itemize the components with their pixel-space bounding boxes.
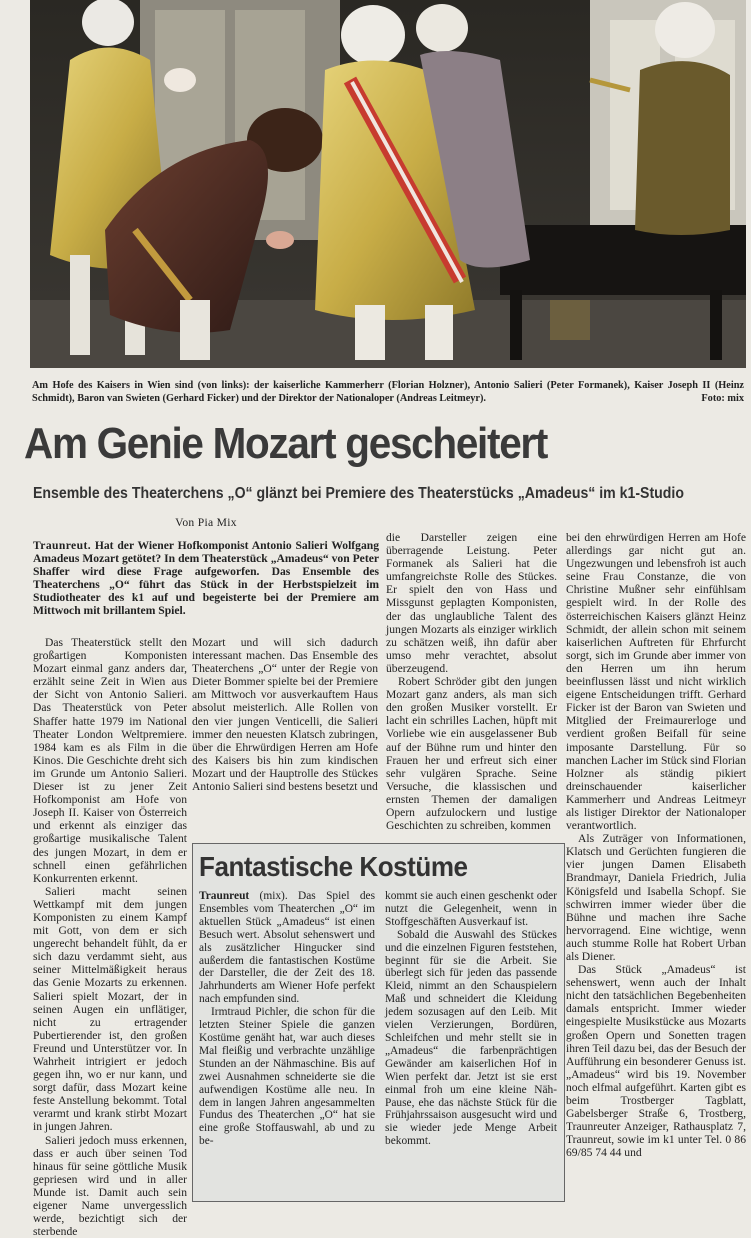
- photo-credit: Foto: mix: [701, 393, 744, 404]
- lead-paragraph: [33, 539, 379, 617]
- sidebar-box: [192, 843, 565, 1202]
- col4-paragraph: Als Zuträger von Informationen, Klatsch und Gerüchten fungieren die vier jungen Damen Elisabeth Brandmayr, Daniela Friedrich, Julia Königsfeld und Isabella Schopf. Sie schwirren immer wieder über die Bühne und machen ihre Sache hervorragend. Eine wichtige, wenn auch stumme Rolle hat Robert Urban als Diener.: [566, 832, 746, 963]
- article-column-2: [192, 636, 378, 793]
- sidebar-dateline: Traunreut: [199, 890, 250, 902]
- article-lead-block: [33, 516, 379, 617]
- sidebar-column-1: [199, 890, 375, 1148]
- lead-text: Hat der Wiener Hofkomponist Antonio Salieri Wolfgang Amadeus Mozart getötet? In dem Theaterstück „Amadeus“ von Peter Shaffer wird diese Frage aufgeworfen. Das Ensemble des Theaterchens „O“ führt das Stück in der Herbstspielzeit im Studiotheater des k1 auf und begeisterte bei der Premiere am Mittwoch mit brillantem Spiel.: [33, 539, 379, 618]
- photo-caption: [32, 379, 744, 405]
- col2-paragraph: Mozart und will sich dadurch interessant machen. Das Ensemble des Theaterchens „O“ unter der Regie von Dieter Bommer spielte bei der Premiere am Mittwoch vor ausverkauftem Haus absolut meisterlich. Alle Rollen von den vier jungen Venticelli, die Salieri immer den neuesten Klatsch zubringen, über die Ehrwürdigen Herren am Hofe des Kaisers bis hin zum kindischen Mozart und der Hauptrolle des Stückes Antonio Salieri sind bestens besetzt und: [192, 636, 378, 794]
- col4-paragraph: bei den ehrwürdigen Herren am Hofe allerdings gar nicht gut an. Ungezwungen und lebensfroh ist auch seine Frau Constanze, die von Christine Mußner sehr einfühlsam gespielt wird. In der Rolle des österreichischen Kaisers glänzt Heinz Schmidt, der allein schon mit seinem kaiserlichen Auftreten für Ehrfurcht sorgt, sich im Grunde aber immer von den Herren um ihn herum beeinflussen lässt und nicht wirklich eigene Entscheidungen trifft. Gerhard Ficker ist der Baron van Swieten und Mitglied der Freimaurerloge und verdient großen Beifall für seine imposante Darstellung. Für so manchen Lacher im Stück sind Florian Holzner als ständig pikiert dreinschauender kaiserlicher Kammerherr und Andreas Leitmeyr als listiger Direktor der Nationaloper verantwortlich.: [566, 531, 746, 833]
- col4-paragraph: Das Stück „Amadeus“ ist sehenswert, wenn auch der Inhalt nicht den tatsächlichen Begebenheiten damals entspricht. Immer wieder eingespielte Musikstücke aus Mozarts großen Opern und Sonetten tragen ihren Teil dazu bei, das der Besuch der Aufführung ein besonderer Genuss ist. „Amadeus“ wird bis 19. November noch elfmal aufgeführt. Karten gibt es beim Trostberger Tagblatt, Gabelsberger Straße 6, Trostberg, Traunreuter Anzeiger, Rathausplatz 7, Traunreut, sowie im k1 unter Tel. 0 86 69/85 74 44 und: [566, 963, 746, 1160]
- sidebar-paragraph: [199, 890, 375, 1006]
- col1-paragraph: Das Theaterstück stellt den großartigen Komponisten Mozart einmal ganz anders dar, erzählt seine Zeit in Wien aus der Sicht von Antonio Salieri. Das Theaterstück von Peter Shaffer hatte 1979 im National Theater London Weltpremiere. 1984 kam es als Film in die Kinos. Die Geschichte dreht sich im Grunde um Antonio Salieri. Dieser ist zu jener Zeit Hofkomponist am Hofe von Joseph II. Kaiser von Österreich und erkennt als einziger das großartige musikalische Talent des jungen Mozart, in dem er schnell einen gefährlichen Konkurrenten erkennt.: [33, 636, 187, 885]
- byline: Von Pia Mix: [175, 516, 237, 529]
- sidebar-column-2: [385, 890, 557, 1148]
- col1-paragraph: Salieri jedoch muss erkennen, dass er auch über seinen Tod hinaus für seine göttliche Musik gepriesen wird und in aller Munde ist. Damit auch sein eigener Name unvergesslich werde, bezichtigt sich der sterbende: [33, 1133, 187, 1238]
- headline: Am Genie Mozart gescheitert: [24, 419, 548, 468]
- sidebar-paragraph: Irmtraud Pichler, die schon für die letzten Steiner Spiele die ganzen Kostüme genäht hat, war auch dieses Mal fleißig und verbrachte unzählige Stunden an der Nähmaschine. Bis auf zwei Ausnahmen schneiderte sie die aufwendigen Kostüme alle neu. In dem in langen Jahren angesammelten Fundus des Theaterchen „O“ hat sie eine große Stoffauswahl, ab und zu be-: [199, 1006, 375, 1148]
- sidebar-text: (mix). Das Spiel des Ensembles vom Theaterchen „O“ im aktuellen Stück „Amadeus“ ist einen Besuch wert. Absolut sehenswert und als zusätzlicher Hingucker sind außerdem die fantastischen Kostüme der Darsteller, die der Zeit des 18. Jahrhunderts am Wiener Hofe perfekt nach empfunden sind.: [199, 890, 375, 1006]
- article-column-3: [386, 531, 557, 832]
- sidebar-title: Fantastische Kostüme: [199, 851, 468, 882]
- col3-paragraph: die Darsteller zeigen eine überragende Leistung. Peter Formanek als Salieri hat die umfangreichste Rolle des Stückes. Er spielt den von Hass und Missgunst geplagten Komponisten, der das unglaubliche Talent des jungen Mozarts als einziger wirklich zu schätzen weiß, ihn dafür aber umso mehr verachtet, absolut überzeugend.: [386, 531, 557, 675]
- article-column-1: [33, 636, 187, 1238]
- subheadline: Ensemble des Theaterchens „O“ glänzt bei Premiere des Theaterstücks „Amadeus“ im k1-Studio: [33, 485, 684, 502]
- stage-photo: [30, 0, 746, 368]
- sidebar-paragraph: kommt sie auch einen geschenkt oder nutzt die Gelegenheit, wenn in Stoffgeschäften Ausverkauf ist.: [385, 890, 557, 928]
- lead-dateline: Traunreut.: [33, 539, 91, 553]
- col1-paragraph: Salieri macht seinen Wettkampf mit dem jungen Komponisten zu einem Kampf mit Gott, von dem er sich ungerecht behandelt fühlt, da er sich dazu verdammt sieht, aus seiner Mittelmäßigkeit heraus das Genie Mozarts zu erkennen. Salieri spielt Mozart, der in seinen Augen ein unflätiger, nicht zu ertragender Pubertierender ist, den großen Freund und Unterstützer vor. In Wahrheit intrigiert er jedoch gegen ihn, wo er nur kann, und sorgt dafür, dass Mozart keine feste Anstellung bekommt. Total verarmt und krank stirbt Mozart in jungen Jahren.: [33, 884, 187, 1134]
- sidebar-paragraph: Sobald die Auswahl des Stückes und die einzelnen Figuren feststehen, beginnt für sie die Arbeit. Sie überlegt sich für jeden das passende Kleid, nimmt an den Schauspielern Maß und schneidert die Kleidung jedem sozusagen auf den Leib. Mit vielen Verzierungen, Bordüren, Schleifchen und mehr stellt sie in „Amadeus“ die farbenprächtigen Gewänder am kaiserlichen Hof in Wien perfekt dar. Jetzt ist sie erst einmal froh um eine kleine Näh-Pause, ehe das nächste Stück für die Frühjahrssaison ausgesucht wird und sie wieder jede Menge Arbeit bekommt.: [385, 928, 557, 1148]
- col3-paragraph: Robert Schröder gibt den jungen Mozart ganz anders, als man sich den großen Musiker vorstellt. Er lacht ein schrilles Lachen, hüpft mit Vorliebe wie ein ausgelassener Bub auf der Bühne rum und hinter den Frauen her und erfreut sich einer sehr vulgären Sprache. Seine Versuche, die klassischen und ernsten Themen der damaligen Opern aufzulockern und lustige Geschichten zu schreiben, kommen: [386, 675, 557, 833]
- article-column-4: [566, 531, 746, 1160]
- caption-text: Am Hofe des Kaisers in Wien sind (von links): der kaiserliche Kammerherr (Florian Holzner), Antonio Salieri (Peter Formanek), Kaiser Joseph II (Heinz Schmidt), Baron van Swieten (Gerhard Ficker) und der Direktor der Nationaloper (Andreas Leitmeyr).: [32, 380, 744, 404]
